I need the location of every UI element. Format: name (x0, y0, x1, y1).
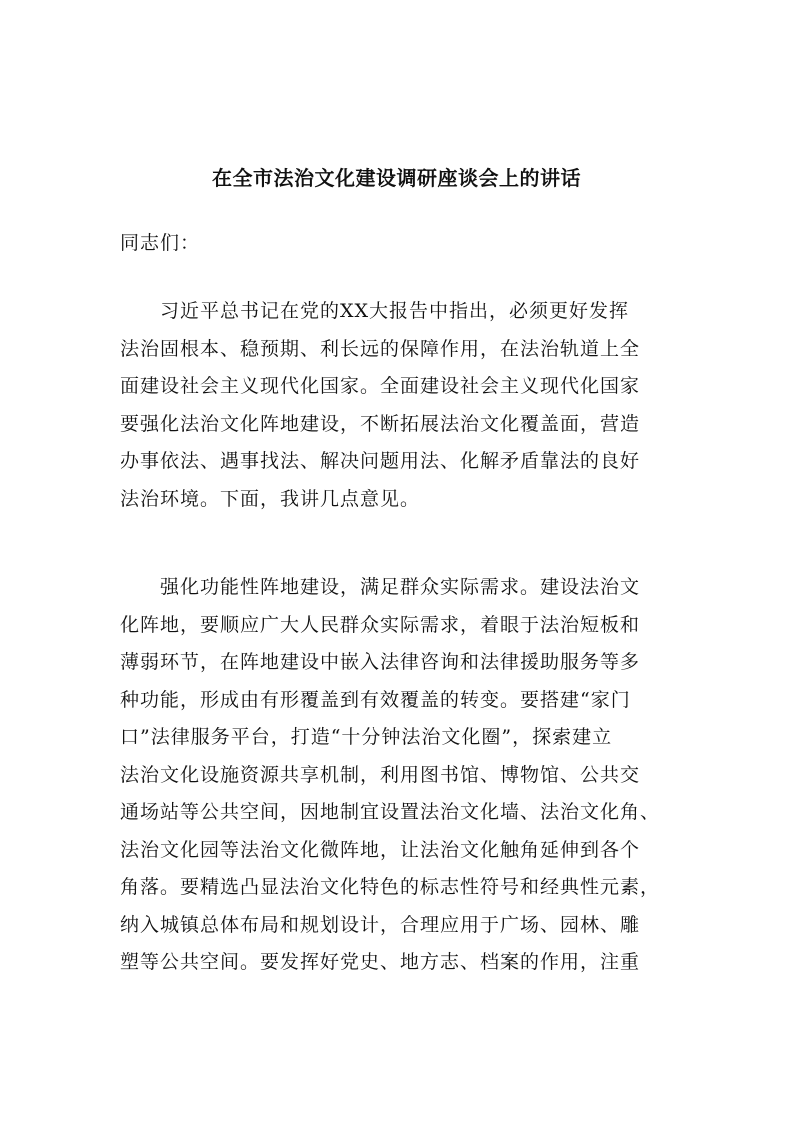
paragraph-line: 法治文化园等法治文化微阵地，让法治文化触角延伸到各个 (120, 838, 641, 861)
paragraph-line: 要强化法治文化阵地建设，不断拓展法治文化覆盖面，营造 (120, 412, 641, 435)
paragraph-line: 法治固根本、稳预期、利长远的保障作用，在法治轨道上全 (120, 337, 641, 360)
paragraph-line: 习近平总书记在党的XX大报告中指出，必须更好发挥 (120, 300, 630, 322)
paragraph-line: 口”法律服务平台，打造“十分钟法治文化圈”，探索建立 (120, 726, 613, 748)
paragraph-line: 塑等公共空间。要发挥好党史、地方志、档案的作用，注重 (120, 951, 641, 973)
paragraph-line: 面建设社会主义现代化国家。全面建设社会主义现代化国家 (120, 375, 641, 397)
paragraph-line: 通场站等公共空间，因地制宜设置法治文化墙、法治文化角、 (120, 801, 661, 823)
paragraph-line: 化阵地，要顺应广大人民群众实际需求，着眼于法治短板和 (120, 613, 641, 636)
salutation: 同志们： (120, 232, 201, 254)
paragraph-line: 法治环境。下面，我讲几点意见。 (120, 487, 421, 510)
paragraph-1 (120, 293, 685, 518)
paragraph-line: 强化功能性阵地建设，满足群众实际需求。建设法治文 (120, 576, 641, 598)
paragraph-line: 薄弱环节，在阵地建设中嵌入法律咨询和法律援助服务等多 (120, 651, 641, 673)
paragraph-line: 办事依法、遇事找法、解决问题用法、化解矛盾靠法的良好 (120, 450, 641, 472)
paragraph-line: 种功能，形成由有形覆盖到有效覆盖的转变。要搭建“家门 (120, 688, 631, 711)
document-title: 在全市法治文化建设调研座谈会上的讲话 (212, 166, 581, 190)
paragraph-line: 法治文化设施资源共享机制，利用图书馆、博物馆、公共交 (120, 763, 641, 786)
paragraph-line: 角落。要精选凸显法治文化特色的标志性符号和经典性元素， (120, 876, 661, 898)
paragraph-2 (120, 569, 685, 982)
paragraph-line: 纳入城镇总体布局和规划设计，合理应用于广场、园林、雕 (120, 913, 641, 936)
